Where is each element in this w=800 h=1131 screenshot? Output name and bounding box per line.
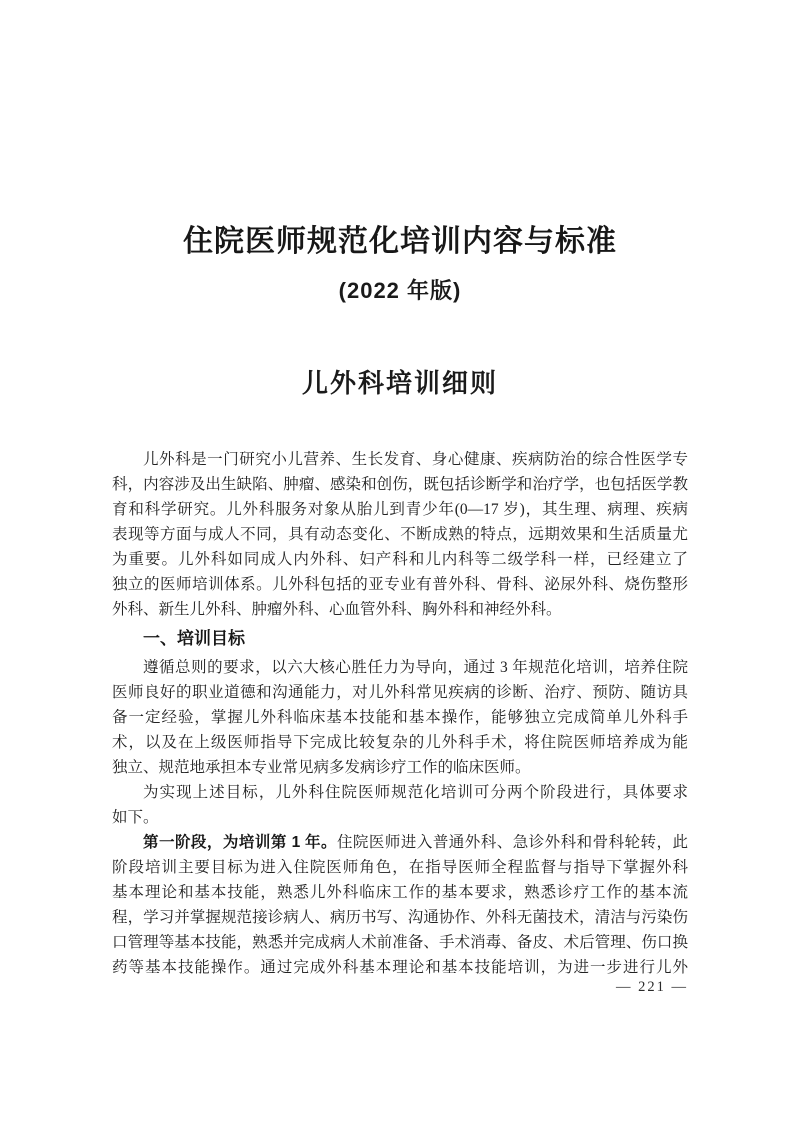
- text-line: 为重要。儿外科如同成人内外科、妇产科和儿内科等二级学科一样，已经建立了: [112, 551, 688, 568]
- text-line: 科，内容涉及出生缺陷、肿瘤、感染和创伤，既包括诊断学和治疗学，也包括医学教: [112, 476, 688, 493]
- training-goal-paragraph: [112, 655, 688, 780]
- text-line: 独立、规范地承担本专业常见病多发病诊疗工作的临床医师。: [112, 759, 531, 776]
- page-body: [112, 447, 688, 980]
- text-line: 口管理等基本技能，熟悉并完成病人术前准备、手术消毒、备皮、术后管理、伤口换: [112, 934, 688, 951]
- book-title: 住院医师规范化培训内容与标准: [183, 225, 617, 258]
- text-line: 如下。: [112, 809, 159, 826]
- text-line: 儿外科是一门研究小儿营养、生长发育、身心健康、疾病防治的综合性医学专: [143, 451, 688, 468]
- text-line: 外科、新生儿外科、肿瘤外科、心血管外科、胸外科和神经外科。: [112, 601, 562, 618]
- text-line: 第一阶段，为培训第 1 年。住院医师进入普通外科、急诊外科和骨科轮转，此: [143, 834, 688, 851]
- stages-intro-paragraph: [112, 780, 688, 830]
- text-line: 为实现上述目标，儿外科住院医师规范化培训可分两个阶段进行，具体要求: [143, 784, 688, 801]
- text-line: 基本理论和基本技能，熟悉儿外科临床工作的基本要求，熟悉诊疗工作的基本流: [112, 884, 688, 901]
- text-line: 遵循总则的要求，以六大核心胜任力为导向，通过 3 年规范化培训，培养住院: [143, 659, 688, 676]
- text-line: 程，学习并掌握规范接诊病人、病历书写、沟通协作、外科无菌技术，清洁与污染伤: [112, 909, 688, 926]
- text-line: 术，以及在上级医师指导下完成比较复杂的儿外科手术，将住院医师培养成为能: [112, 734, 688, 751]
- section-heading-training-goal: 一、培训目标: [143, 629, 245, 648]
- stage1-paragraph: [112, 830, 688, 980]
- chapter-title: 儿外科培训细则: [301, 368, 498, 398]
- intro-paragraph: [112, 447, 688, 622]
- text-line: 阶段培训主要目标为进入住院医师角色，在指导医师全程监督与指导下掌握外科: [112, 859, 688, 876]
- bold-lead-text: 第一阶段，为培训第 1 年。: [143, 834, 337, 851]
- text-line: 育和科学研究。儿外科服务对象从胎儿到青少年(0—17 岁)，其生理、病理、疾病: [112, 501, 688, 518]
- page-number: — 221 —: [616, 979, 688, 995]
- text-line: 表现等方面与成人不同，具有动态变化、不断成熟的特点，远期效果和生活质量尤: [112, 526, 688, 543]
- text-line: 药等基本技能操作。通过完成外科基本理论和基本技能培训，为进一步进行儿外: [112, 959, 688, 976]
- text-line: 医师良好的职业道德和沟通能力，对儿外科常见疾病的诊断、治疗、预防、随访具: [112, 684, 688, 701]
- book-edition: (2022 年版): [338, 278, 462, 303]
- text-line: 独立的医师培训体系。儿外科包括的亚专业有普外科、骨科、泌尿外科、烧伤整形: [112, 576, 688, 593]
- text-line: 备一定经验，掌握儿外科临床基本技能和基本操作，能够独立完成简单儿外科手: [112, 709, 688, 726]
